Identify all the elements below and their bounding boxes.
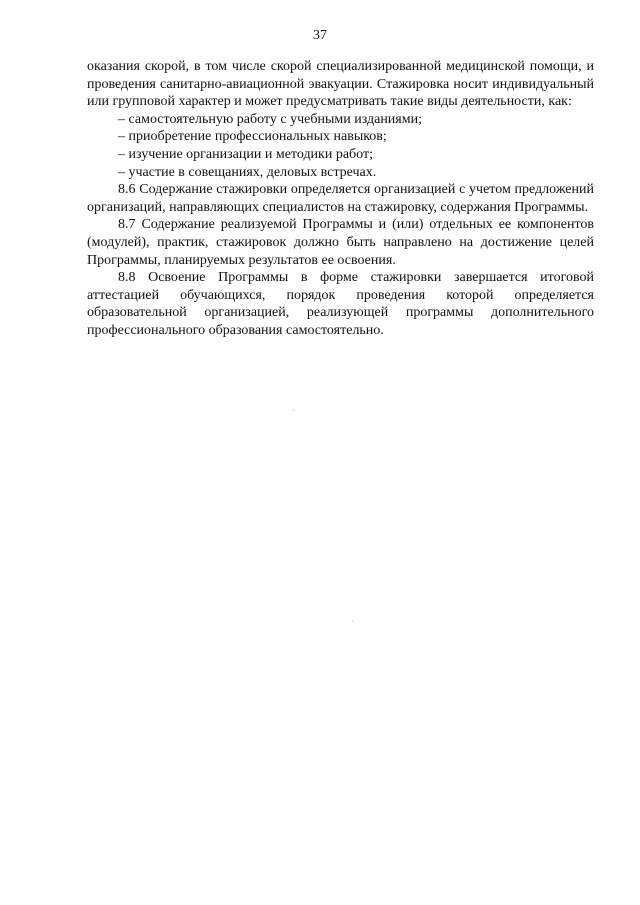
activities-list [87, 111, 594, 181]
scan-speck [293, 410, 294, 411]
clause-8-7: 8.7 Содержание реализуемой Программы и (или) отдельных ее компонентов (модулей), практик, стажировок должно быть направлено на достижение целей Программы, планируемых результатов ее освоения. [87, 217, 594, 268]
scan-speck [352, 620, 353, 621]
clause-8-8: 8.8 Освоение Программы в форме стажировки завершается итоговой аттестацией обучающихся, порядок проведения которой определяется образовательной организацией, реализующей программы дополнительного профессионального образования самостоятельно. [87, 270, 594, 338]
list-item: – участие в совещаниях, деловых встречах. [118, 164, 377, 180]
document-body [87, 58, 594, 340]
list-item: – приобретение профессиональных навыков; [118, 129, 387, 145]
page-number: 37 [313, 28, 327, 43]
clause-8-6: 8.6 Содержание стажировки определяется организацией с учетом предложений организаций, направляющих специалистов на стажировку, содержания Программы. [87, 182, 594, 215]
intro-paragraph: оказания скорой, в том числе скорой специализированной медицинской помощи, и проведения санитарно-авиационной эвакуации. Стажировка носит индивидуальный или групповой характер и может предусматривать такие виды деятельности, как: [87, 59, 594, 110]
list-item: – самостоятельную работу с учебными изданиями; [118, 111, 422, 127]
list-item: – изучение организации и методики работ; [118, 146, 374, 162]
